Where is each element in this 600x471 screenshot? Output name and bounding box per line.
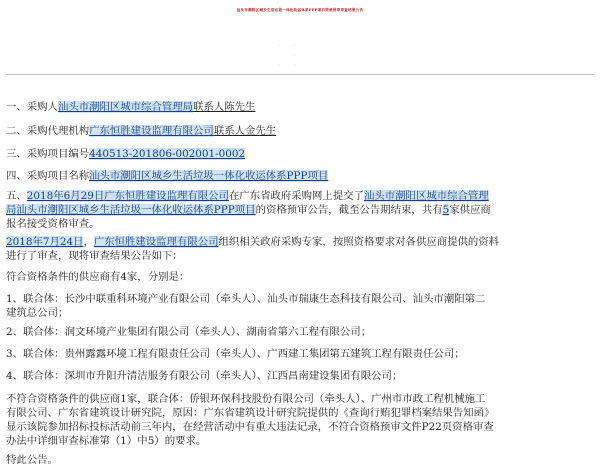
unqualified-line: 有限公司、广东省建筑设计研究院，原因：广东省建筑设计研究院提供的《查询行贿犯罪档案结果告知函》 <box>6 407 495 419</box>
purchaser-contact: 联系人陈先生 <box>193 101 256 113</box>
p5-text: 家供应商 <box>449 204 491 216</box>
p5-project-part3: 汕头市潮阳区城乡生活垃圾一体化收运体系PPP项目 <box>16 204 256 216</box>
qualified-item: 4、联合体：深圳市升阳升清洁服务有限公司（牵头人）、江西昌南建设集团有限公司； <box>6 370 403 382</box>
p6-org: 广东恒胜建设监理有限公司 <box>93 236 219 248</box>
qualified-item: 2、联合体：润文环境产业集团有限公司（牵头人）、湖南省第六工程有限公司； <box>6 326 372 338</box>
agency-contact: 联系人金先生 <box>213 125 277 137</box>
p5-text: 在广东省政府采购网上提交了 <box>228 190 364 202</box>
item-agency <box>6 122 276 137</box>
closing-text: 特此公告。 <box>6 454 58 466</box>
p5-org: 广东恒胜建设监理有限公司 <box>104 190 229 202</box>
meta-row-2 <box>0 50 600 60</box>
unqualified-line: 不符合资格条件的供应商1家，联合体：侨银环保科技股份有限公司（牵头人）、广州市市政工程机械施工 <box>6 393 486 405</box>
divider <box>6 74 594 75</box>
item-project-name <box>6 167 328 182</box>
project-name: 汕头市潮阳区城乡生活垃圾一体化收运体系PPP项目 <box>89 170 329 182</box>
qualified-intro: 符合资格条件的供应商有4家，分别是： <box>6 271 190 283</box>
meta-row-3 <box>0 60 600 70</box>
p5-text: 报名接受资格审查。 <box>6 218 100 230</box>
qualified-item: 3、联合体：贵州露露环境工程有限责任公司（牵头人）、广西建工集团第五建筑工程有限责任公司； <box>6 348 465 360</box>
p5-count: 5 <box>442 204 450 216</box>
item-label: 三、采购项目编号 <box>6 148 90 160</box>
p6-date: 2018年7月24日 <box>6 236 84 248</box>
item-label: 四、采购项目名称 <box>6 170 90 182</box>
p5-prefix: 五、 <box>6 190 27 202</box>
paragraph-five-line-3 <box>6 215 100 230</box>
purchaser-name: 汕头市潮阳区城市综合管理局 <box>57 101 194 113</box>
p5-project-part1: 汕头市潮阳区城市综合管理 <box>364 190 489 202</box>
p6-text: 进行了审查，现将审查结果公告如下： <box>6 250 183 262</box>
p5-date: 2018年6月29日 <box>26 190 105 202</box>
p5-text: 的资格预审公告，截至公告期结束，共有 <box>255 204 443 216</box>
p5-project-part2: 局 <box>6 204 17 216</box>
paragraph-six-line-1 <box>6 233 499 248</box>
p6-text: 组织相关政府采购专家，按照资格要求对各供应商提供的资料 <box>218 236 500 248</box>
agency-name: 广东恒胜建设监理有限公司 <box>89 125 214 137</box>
qualified-item: 建筑总公司； <box>6 307 69 319</box>
announcement-meta <box>0 40 600 70</box>
item-label: 一、采购人 <box>6 101 58 113</box>
unqualified-line: 显示该院参加招标投标活动前三年内，在经营活动中有重大违法记录，不符合资格预审文件P22页资格审查 <box>6 421 494 433</box>
paragraph-five-line-1 <box>6 187 489 202</box>
page-title: 汕头市潮阳区城乡生活垃圾一体化收运体系PPP项目资格预审审查结果公告 <box>236 8 364 12</box>
project-code: 440513-201806-002001-0002 <box>89 148 246 160</box>
p6-text: ， <box>83 236 94 248</box>
unqualified-line: 办法中详细审查标准第（1）中5）的要求。 <box>6 435 207 447</box>
meta-row-1 <box>0 40 600 50</box>
paragraph-six-line-2 <box>6 247 183 262</box>
paragraph-five-line-2 <box>6 201 491 216</box>
item-purchaser <box>6 98 255 113</box>
item-project-code <box>6 145 245 160</box>
qualified-item: 1、联合体：长沙中联重科环境产业有限公司（牵头人）、汕头市瑞康生态科技有限公司、汕头市潮阳第二 <box>6 293 486 305</box>
item-label: 二、采购代理机构 <box>6 125 90 137</box>
